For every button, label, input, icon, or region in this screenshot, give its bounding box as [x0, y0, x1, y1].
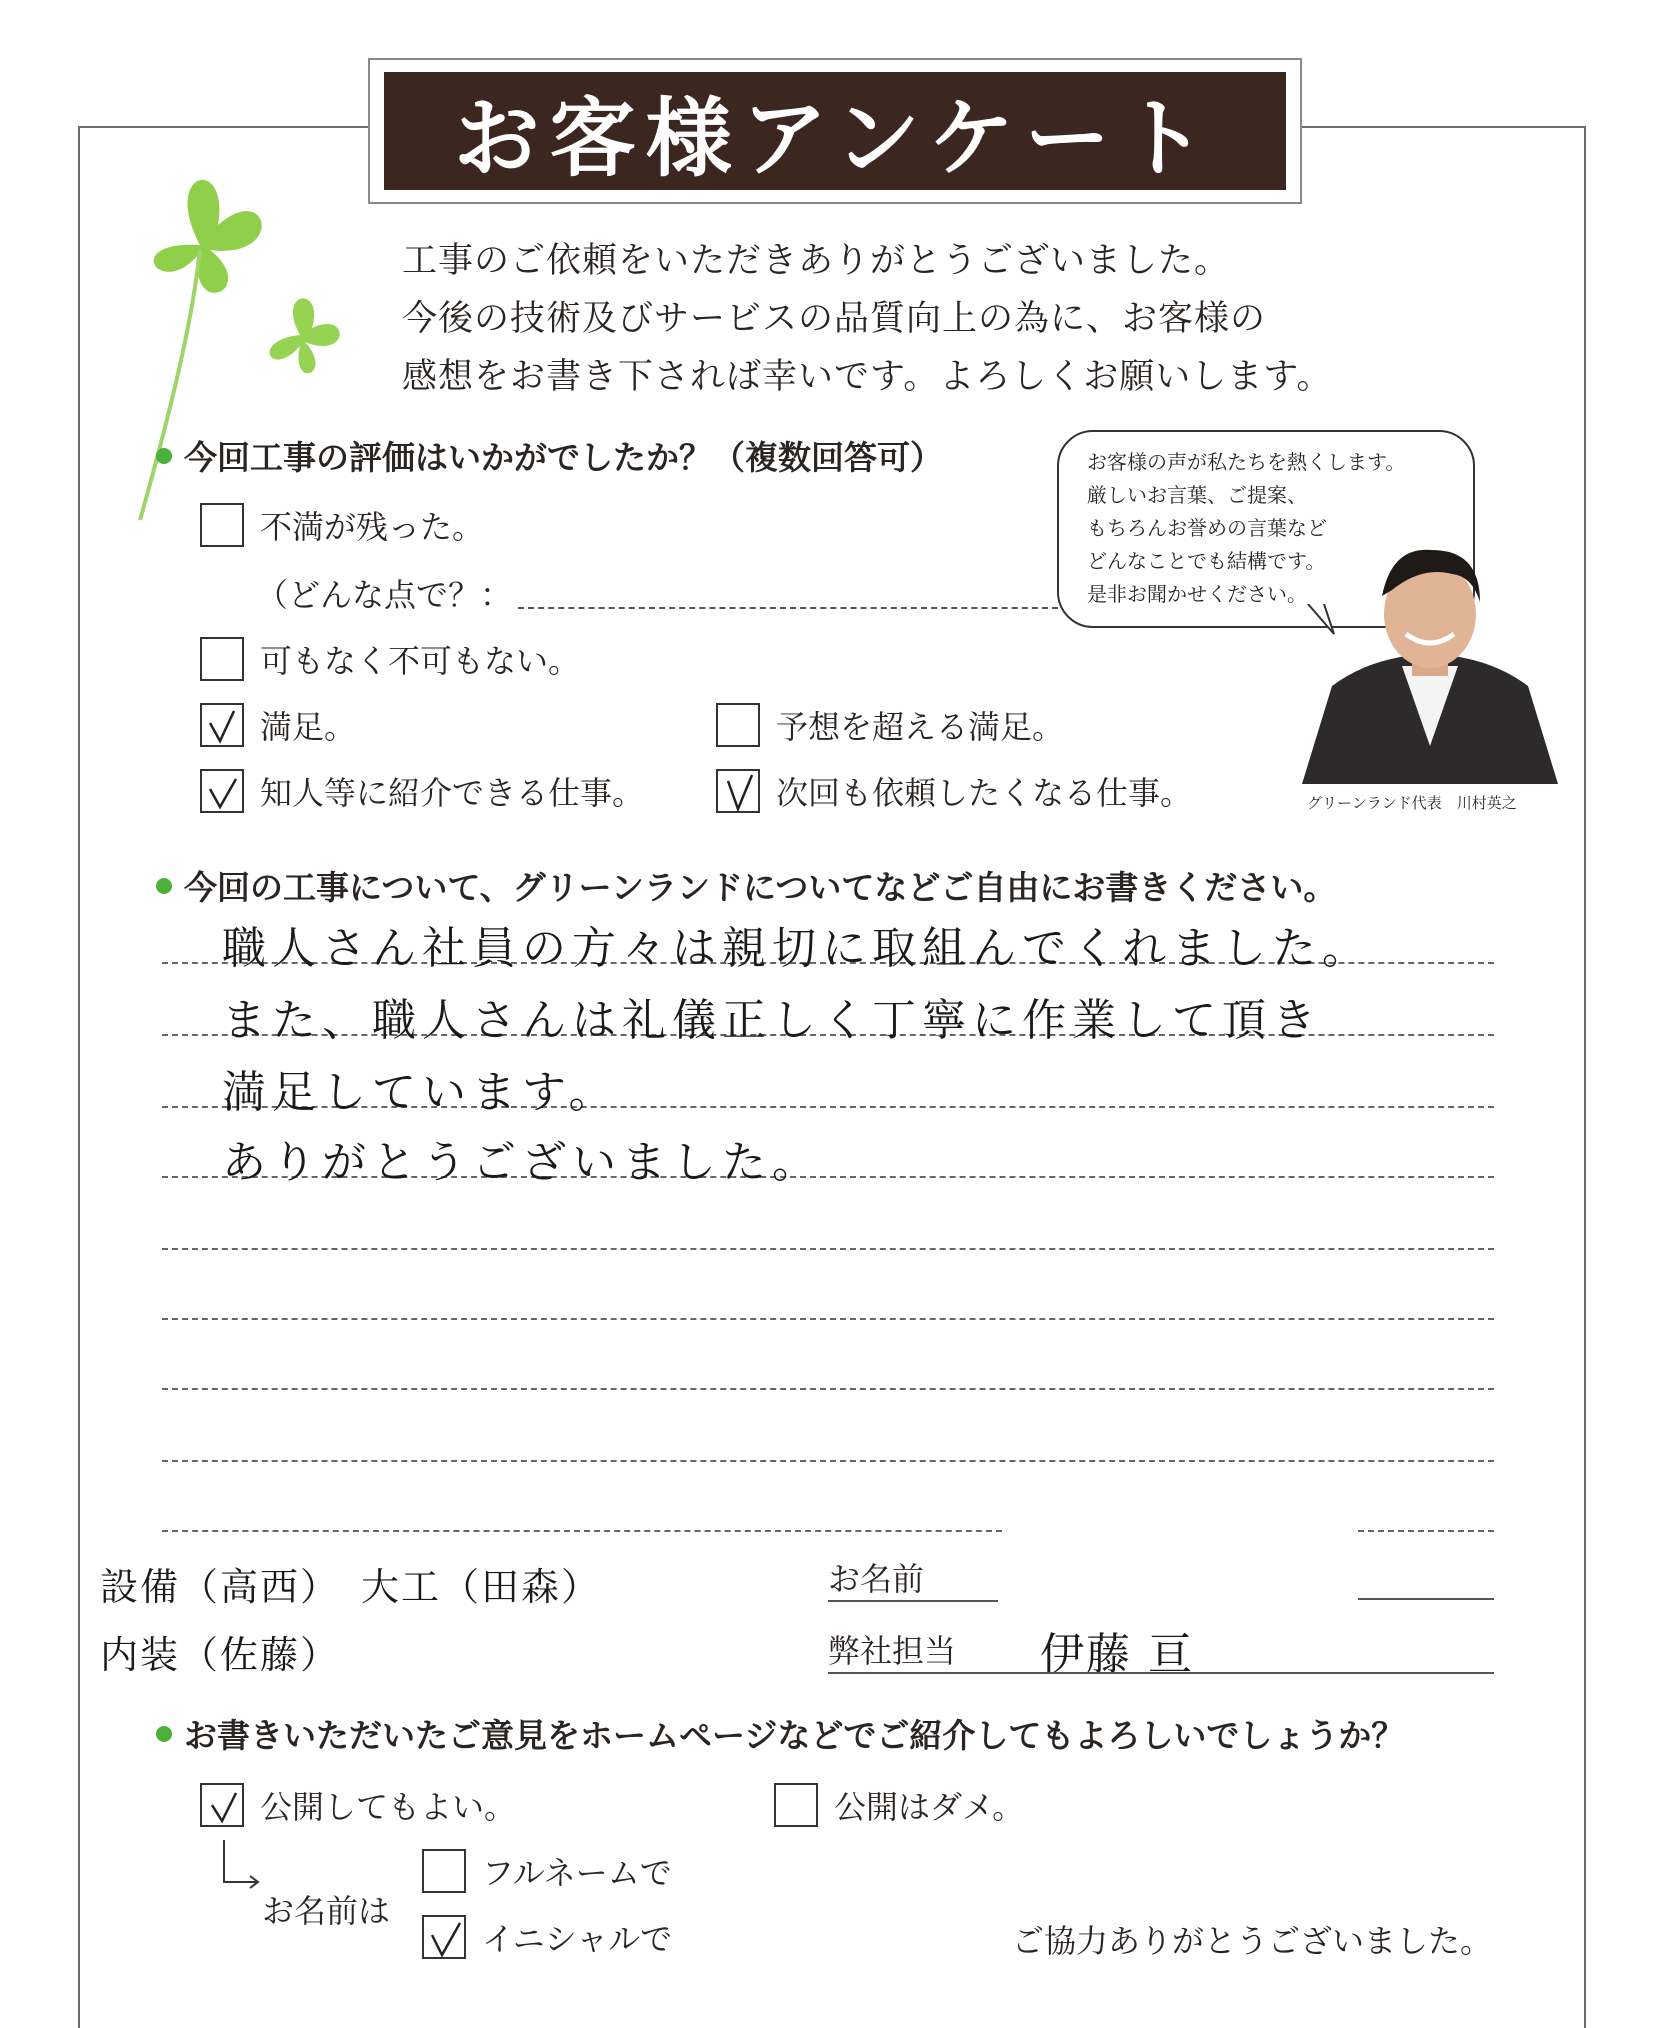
check-mark-icon: [718, 771, 762, 815]
staff-underline: [828, 1672, 1494, 1674]
name-underline-right[interactable]: [1358, 1598, 1494, 1600]
option-label: 満足。: [260, 708, 357, 746]
option-label: 公開はダメ。: [834, 1788, 1025, 1826]
name-display-label: お名前は: [262, 1892, 391, 1930]
check-mark-icon: [202, 1785, 246, 1829]
message-line: 是非お聞かせください。: [1087, 582, 1307, 606]
option-label: 予想を超える満足。: [776, 708, 1065, 746]
president-photo: [1302, 536, 1558, 784]
page-title: お客様アンケート: [384, 72, 1286, 190]
option-label: 次回も依頼したくなる仕事。: [776, 774, 1193, 812]
option-neutral[interactable]: [200, 636, 580, 682]
question-text: 今回工事の評価はいかがでしたか？（複数回答可）: [184, 438, 943, 477]
answer-line: [162, 1248, 1494, 1250]
message-line: 厳しいお言葉、ご提案、: [1087, 483, 1307, 507]
option-label: フルネームで: [482, 1854, 672, 1892]
message-line: どんなことでも結構です。: [1087, 549, 1326, 573]
check-mark-icon: [202, 705, 246, 749]
title-banner: [368, 58, 1302, 204]
checkbox[interactable]: [200, 503, 244, 547]
answer-line-short: [1358, 1530, 1494, 1532]
option-satisfied[interactable]: [200, 702, 356, 748]
message-line: お客様の声が私たちを熱くします。: [1087, 450, 1406, 474]
checkbox[interactable]: [774, 1783, 818, 1827]
question-evaluation: [156, 432, 943, 479]
detail-field[interactable]: [256, 570, 1096, 616]
intro-line: 今後の技術及びサービスの品質向上の為に、お客様の: [402, 299, 1267, 339]
option-publish-ng[interactable]: [774, 1782, 1024, 1828]
answer-line: [162, 1388, 1494, 1390]
question-publish: [156, 1710, 1404, 1757]
checkbox-checked[interactable]: [200, 769, 244, 813]
staff-label: 弊社担当: [828, 1632, 957, 1670]
bullet-icon: [156, 448, 172, 464]
message-line: もちろんお誉めの言葉など: [1087, 516, 1327, 540]
option-initials[interactable]: [422, 1914, 672, 1960]
option-recommendable[interactable]: [200, 768, 644, 814]
option-request-again[interactable]: [716, 768, 1192, 814]
checkbox-checked[interactable]: [200, 1783, 244, 1827]
check-mark-icon: [202, 771, 246, 815]
question-text: 今回の工事について、グリーンランドについてなどご自由にお書きください。: [184, 868, 1337, 907]
option-dissatisfied[interactable]: [200, 502, 484, 548]
option-publish-ok[interactable]: [200, 1782, 516, 1828]
option-beyond-expectations[interactable]: [716, 702, 1064, 748]
handwritten-answer-line: 職人さん社員の方々は親切に取組んでくれました。: [222, 923, 1372, 974]
option-label: 公開してもよい。: [260, 1788, 517, 1826]
option-full-name[interactable]: [422, 1848, 672, 1894]
name-underline: [828, 1600, 998, 1602]
answer-line: [162, 1318, 1494, 1320]
checkbox-checked[interactable]: [200, 703, 244, 747]
handwritten-staff-note: 設備（高西） 大工（田森）: [100, 1565, 602, 1609]
handwritten-answer-line: ありがとうございました。: [222, 1137, 822, 1188]
bullet-icon: [156, 1726, 172, 1742]
answer-line: [162, 1460, 1494, 1462]
option-label: 不満が残った。: [260, 508, 485, 546]
president-caption: グリーンランド代表 川村英之: [1307, 794, 1517, 812]
intro-line: 工事のご依頼をいただきありがとうございました。: [402, 241, 1231, 281]
thanks-text: ご協力ありがとうございました。: [1012, 1922, 1493, 1960]
option-label: 可もなく不可もない。: [260, 642, 581, 680]
question-text: お書きいただいたご意見をホームページなどでご紹介してもよろしいでしょうか？: [184, 1716, 1405, 1755]
answer-line-short: [162, 1530, 1002, 1532]
detail-prefix: （どんな点で？：: [256, 576, 513, 614]
name-label: お名前: [828, 1560, 925, 1598]
handwritten-answer-line: また、職人さんは礼儀正しく丁寧に作業して頂き: [222, 995, 1322, 1046]
checkbox[interactable]: [200, 637, 244, 681]
handwritten-answer-line: 満足しています。: [222, 1067, 619, 1118]
handwritten-staff-name: 伊藤 亘: [1040, 1629, 1194, 1680]
intro-line: 感想をお書き下されば幸いです。よろしくお願いします。: [402, 357, 1333, 397]
question-free-comment: [156, 862, 1336, 909]
bullet-icon: [156, 878, 172, 894]
arrow-icon: [220, 1840, 266, 1900]
checkbox[interactable]: [716, 703, 760, 747]
handwritten-staff-note: 内装（佐藤）: [100, 1633, 341, 1677]
check-mark-icon: [424, 1917, 468, 1961]
intro-text: [402, 232, 1332, 406]
option-label: イニシャルで: [482, 1920, 673, 1958]
detail-input-line[interactable]: [518, 577, 1058, 609]
checkbox[interactable]: [422, 1849, 466, 1893]
checkbox-checked[interactable]: [422, 1915, 466, 1959]
checkbox-checked[interactable]: [716, 769, 760, 813]
option-label: 知人等に紹介できる仕事。: [260, 774, 645, 812]
